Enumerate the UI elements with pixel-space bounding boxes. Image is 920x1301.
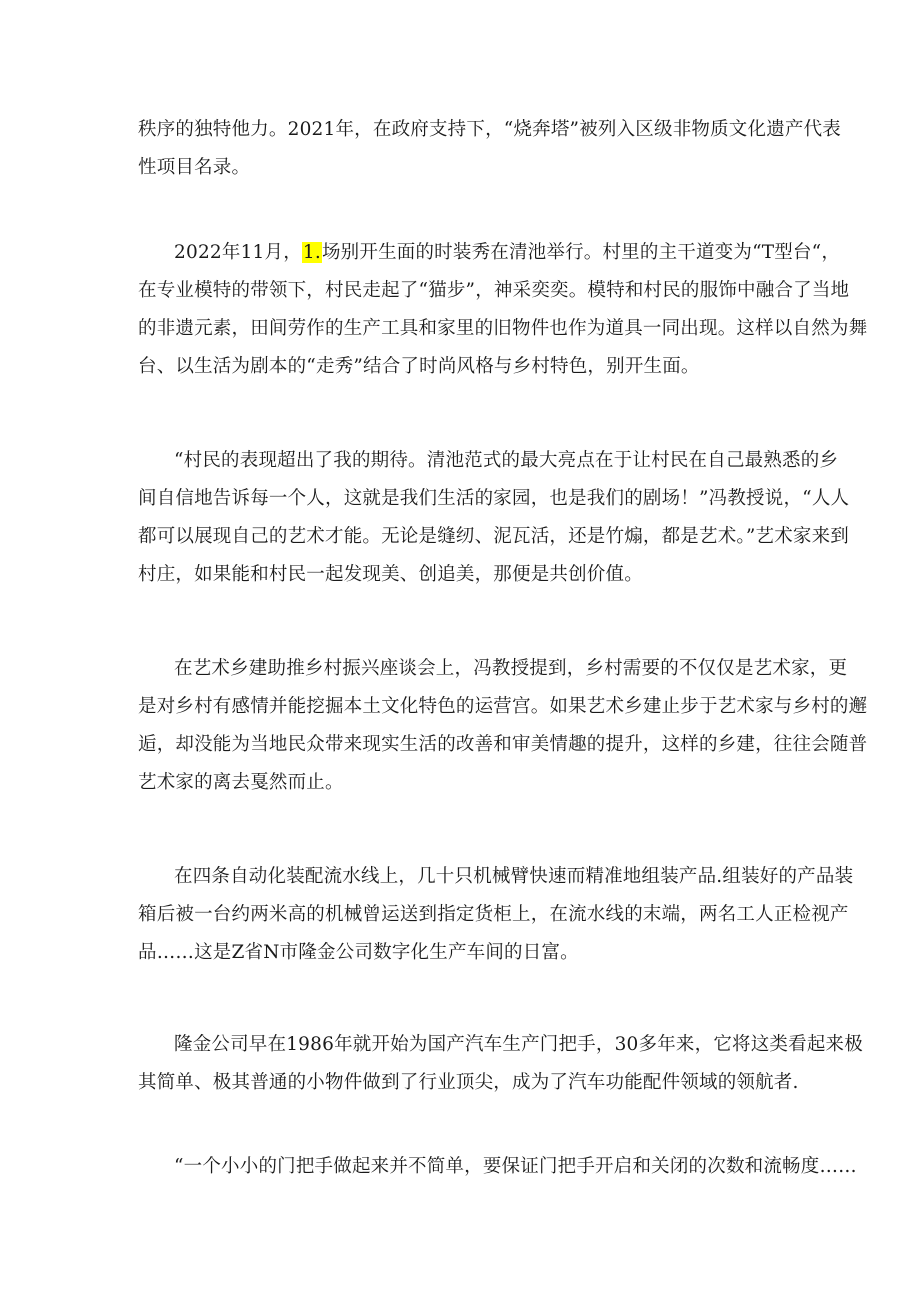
text-line: 其简单、极其普通的小物件做到了行业顶尖，成为了汽车功能配件领域的领航者. bbox=[138, 1072, 799, 1093]
text-line: “村民的表现超出了我的期待。清池范式的最大亮点在于让村民在自己最熟悉的乡 bbox=[174, 450, 839, 471]
text-line bbox=[138, 234, 841, 272]
text-line: 隆金公司早在1986年就开始为国产汽车生产门把手，30多年来，它将这类看起来极 bbox=[174, 1034, 863, 1055]
text-line: 逅，却没能为当地民众带来现实生活的改善和审美情趣的提升，这样的乡建，往往会随普 bbox=[138, 734, 868, 755]
text-segment: 2022年11月， bbox=[174, 242, 302, 263]
text-segment: 场别开生面的时装秀在清池举行。村里的主干道变为“T型台“， bbox=[321, 242, 841, 263]
paragraph-company-history bbox=[138, 1026, 863, 1102]
text-line: 是对乡村有感情并能挖掘本土文化特色的运营宫。如果艺术乡建止步于艺术家与乡村的邂 bbox=[138, 696, 868, 717]
text-line: 在专业模特的带领下，村民走起了“猫步”，神采奕奕。模特和村民的服饰中融合了当地 bbox=[138, 280, 850, 301]
text-line: 的非遗元素，田间劳作的生产工具和家里的旧物件也作为道具一同出现。这样以自然为舞 bbox=[138, 318, 868, 339]
text-line: 在艺术乡建助推乡村振兴座谈会上，冯教授提到，乡村需要的不仅仅是艺术家，更 bbox=[174, 658, 848, 679]
text-line: “一个小小的门把手做起来并不简单，要保证门把手开启和关闭的次数和流畅度…… bbox=[174, 1156, 857, 1177]
text-line: 艺术家的离去戛然而止。 bbox=[138, 772, 344, 793]
paragraph-intangible-heritage bbox=[138, 111, 841, 187]
highlight-marker: 1. bbox=[302, 242, 321, 263]
text-line: 台、以生活为剧本的“走秀”结合了时尚风格与乡村特色，别开生面。 bbox=[138, 356, 700, 377]
text-line: 在四条自动化装配流水线上，几十只机械臂快速而精准地组装产品.组装好的产品装 bbox=[174, 866, 854, 887]
text-line: 箱后被一台约两米高的机械曾运送到指定货柜上，在流水线的末端，两名工人正检视产 bbox=[138, 904, 849, 925]
text-line: 秩序的独特他力。2021年，在政府支持下，“烧奔塔”被列入区级非物质文化遗产代表 bbox=[138, 119, 841, 140]
paragraph-rural-art bbox=[138, 650, 868, 802]
text-line: 间自信地告诉每一个人，这就是我们生活的家园，也是我们的剧场！”冯教授说，“人人 bbox=[138, 488, 850, 509]
paragraph-assembly-line bbox=[138, 858, 854, 972]
paragraph-door-handle-quote bbox=[138, 1148, 857, 1186]
paragraph-professor-quote bbox=[138, 442, 850, 594]
text-line: 村庄，如果能和村民一起发现美、创追美，那便是共创价值。 bbox=[138, 564, 643, 585]
text-line: 性项目名录。 bbox=[138, 157, 251, 178]
text-line: 都可以展现自己的艺术才能。无论是缝纫、泥瓦活，还是竹煽，都是艺术。”艺术家来到 bbox=[138, 526, 850, 547]
text-line: 品……这是Z省N市隆金公司数字化生产车间的日富。 bbox=[138, 942, 579, 963]
paragraph-fashion-show bbox=[138, 234, 868, 386]
